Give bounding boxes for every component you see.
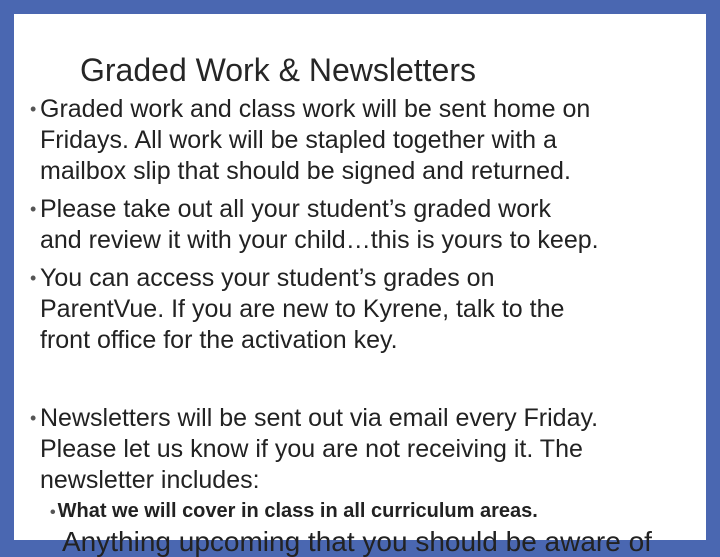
bullet-line: Fridays. All work will be stapled together with a [40,126,557,154]
bullet-line: and review it with your child…this is yours to keep. [40,226,599,254]
sub-bullet-text: What we will cover in class in all curriculum areas. [57,500,538,522]
bullet-dot-icon: • [30,199,37,219]
bullet-dot-icon: • [30,268,37,288]
bullet-dot-icon: • [30,408,37,428]
bullet-newsletters [30,403,598,496]
sub-bullet-dot-icon: • [50,504,56,521]
bullet-line: mailbox slip that should be signed and returned. [40,157,571,185]
slide-title: Graded Work & Newsletters [80,52,476,88]
sub-bullet-curriculum [50,499,538,525]
slide-content [14,14,706,557]
bullet-line: front office for the activation key. [40,326,398,354]
bullet-dot-icon: • [30,99,37,119]
bullet-line: Graded work and class work will be sent home on [40,95,591,123]
bullet-graded-work [30,94,590,187]
bullet-line: ParentVue. If you are new to Kyrene, talk to the [40,295,565,323]
bullet-line: Please take out all your student’s graded work [40,195,551,223]
bullet-parentvue [30,263,564,356]
bullet-line: Newsletters will be sent out via email every Friday. [40,404,599,432]
bullet-line: newsletter includes: [40,466,260,494]
cutoff-text: Anything upcoming that you should be aware of [62,526,652,557]
bullet-review-work [30,194,599,256]
bullet-line: You can access your student’s grades on [40,264,495,292]
bullet-line: Please let us know if you are not receiving it. The [40,435,583,463]
